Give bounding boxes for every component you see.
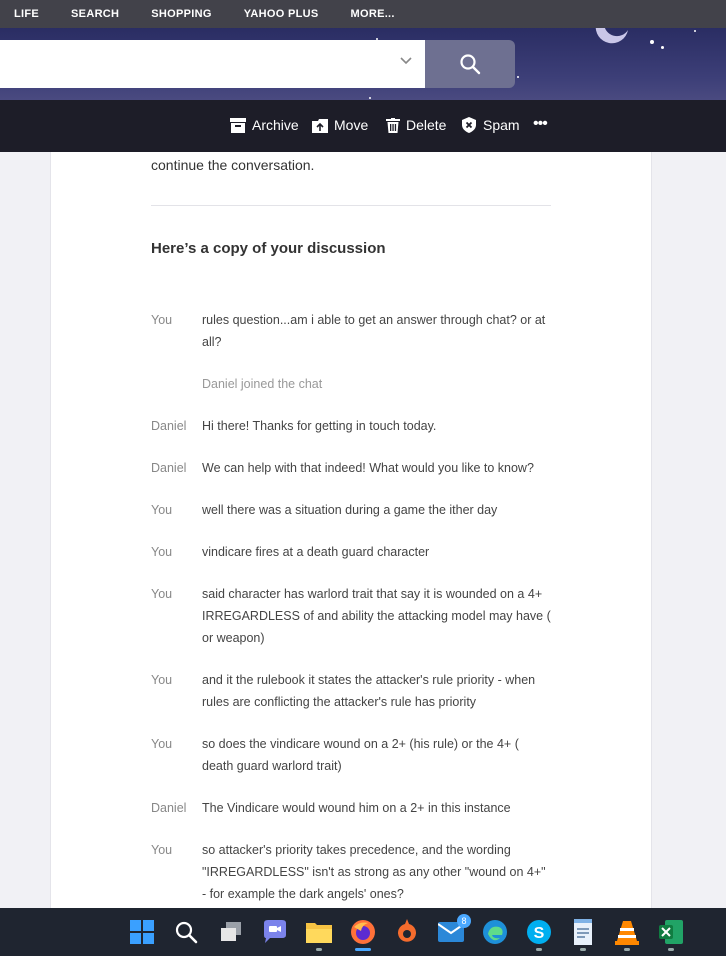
running-indicator [668,948,674,951]
message-sender: Daniel [151,419,187,433]
archive-icon [230,118,246,133]
nav-yahoo-plus[interactable]: YAHOO PLUS [243,8,319,20]
spam-shield-icon [461,117,477,133]
top-nav [0,0,726,28]
message-toolbar [0,100,726,152]
folder-icon [306,921,332,943]
firefox-icon [350,919,376,945]
nav-shopping[interactable]: SHOPPING [151,8,212,20]
move-label: Move [334,117,369,133]
excel-button[interactable] [657,918,685,946]
mail-unread-badge: 8 [457,914,471,928]
message-text: We can help with that indeed! What would you like to know? [202,461,534,475]
windows-logo-icon [130,920,154,944]
nav-search[interactable]: SEARCH [71,8,120,20]
more-actions-button[interactable] [533,115,547,133]
chat-message [151,797,551,819]
chat-message [151,499,551,521]
svg-text:S: S [533,925,545,942]
file-explorer-button[interactable] [305,918,333,946]
skype-icon [526,919,552,945]
running-indicator [580,948,586,951]
star-decoration [517,76,519,78]
firefox-button[interactable] [349,918,377,946]
windows-start-button[interactable] [128,918,156,946]
edge-button[interactable] [481,918,509,946]
chat-message [151,583,551,649]
mail-button[interactable] [437,918,465,946]
message-sender: Daniel [151,461,187,475]
moon-icon [592,28,632,48]
message-sender: You [151,737,173,751]
search-box [0,40,425,88]
message-body [50,152,652,908]
chat-message [151,669,551,713]
message-sender: You [151,503,173,517]
vlc-cone-icon [615,919,639,945]
nav-life[interactable]: LIFE [14,8,40,20]
search-icon [459,53,481,75]
move-folder-icon [312,118,328,133]
message-text: vindicare fires at a death guard character [202,545,430,559]
spam-label: Spam [483,117,520,133]
active-indicator [355,948,371,951]
chat-message [151,839,551,905]
message-sender: You [151,313,173,327]
message-sender: You [151,587,173,601]
message-sender: You [151,673,173,687]
message-text: said character has warlord trait that say it is wounded on a 4+ IRREGARDLESS of and ability the attacking model may have ( or weapon) [202,587,551,645]
search-input[interactable] [12,42,396,88]
task-view-icon [219,921,243,943]
archive-label: Archive [252,117,299,133]
chat-message [151,733,551,777]
search-icon [174,920,198,944]
delete-button[interactable] [386,117,446,133]
taskbar [0,908,726,956]
task-view-button[interactable] [217,918,245,946]
chat-message [151,309,551,353]
edge-icon [482,919,508,945]
message-text: rules question...am i able to get an answer through chat? or at all? [202,313,546,349]
message-text: Hi there! Thanks for getting in touch today. [202,419,437,433]
message-text: so attacker's priority takes precedence, and the wording "IRREGARDLESS" isn't as strong as any other "wound on 4+" - for example the dark angels' ones? [202,843,546,901]
message-text: The Vindicare would wound him on a 2+ in this instance [202,801,511,815]
nav-more[interactable]: MORE... [350,8,395,20]
chevron-down-icon[interactable] [399,54,413,68]
more-dots-icon: ••• [533,115,547,132]
message-sender: Daniel [151,801,187,815]
message-text: and it the rulebook it states the attacker's rule priority - when rules are conflicting the attacker's rule has priority [202,673,536,709]
origin-icon [395,919,419,945]
message-sender: You [151,843,173,857]
message-sender: You [151,545,173,559]
skype-button[interactable] [525,918,553,946]
message-text: so does the vindicare wound on a 2+ (his rule) or the 4+ ( death guard warlord trait) [202,737,519,773]
excel-icon [659,920,683,944]
divider [151,205,551,206]
message-text: Daniel joined the chat [202,377,323,391]
transcript-heading: Here’s a copy of your discussion [151,240,386,257]
header [0,28,726,100]
taskbar-search-button[interactable] [172,918,200,946]
spam-button[interactable] [461,117,520,133]
teams-chat-button[interactable] [261,918,289,946]
star-decoration [650,40,654,44]
message-text: well there was a situation during a game the ither day [202,503,498,517]
star-decoration [694,30,696,32]
vlc-button[interactable] [613,918,641,946]
chat-message [151,457,551,479]
move-button[interactable] [312,117,368,133]
notepad-icon [573,919,593,945]
archive-button[interactable] [230,117,299,133]
delete-label: Delete [406,117,447,133]
running-indicator [536,948,542,951]
star-decoration [661,46,664,49]
intro-text: continue the conversation. [151,157,315,173]
chat-system-message [151,373,551,395]
trash-icon [386,118,400,133]
teams-chat-icon [262,920,288,944]
notepad-button[interactable] [569,918,597,946]
origin-button[interactable] [393,918,421,946]
running-indicator [624,948,630,951]
star-decoration [369,97,371,99]
chat-message [151,415,551,437]
running-indicator [316,948,322,951]
chat-message [151,541,551,563]
search-button[interactable] [425,40,515,88]
